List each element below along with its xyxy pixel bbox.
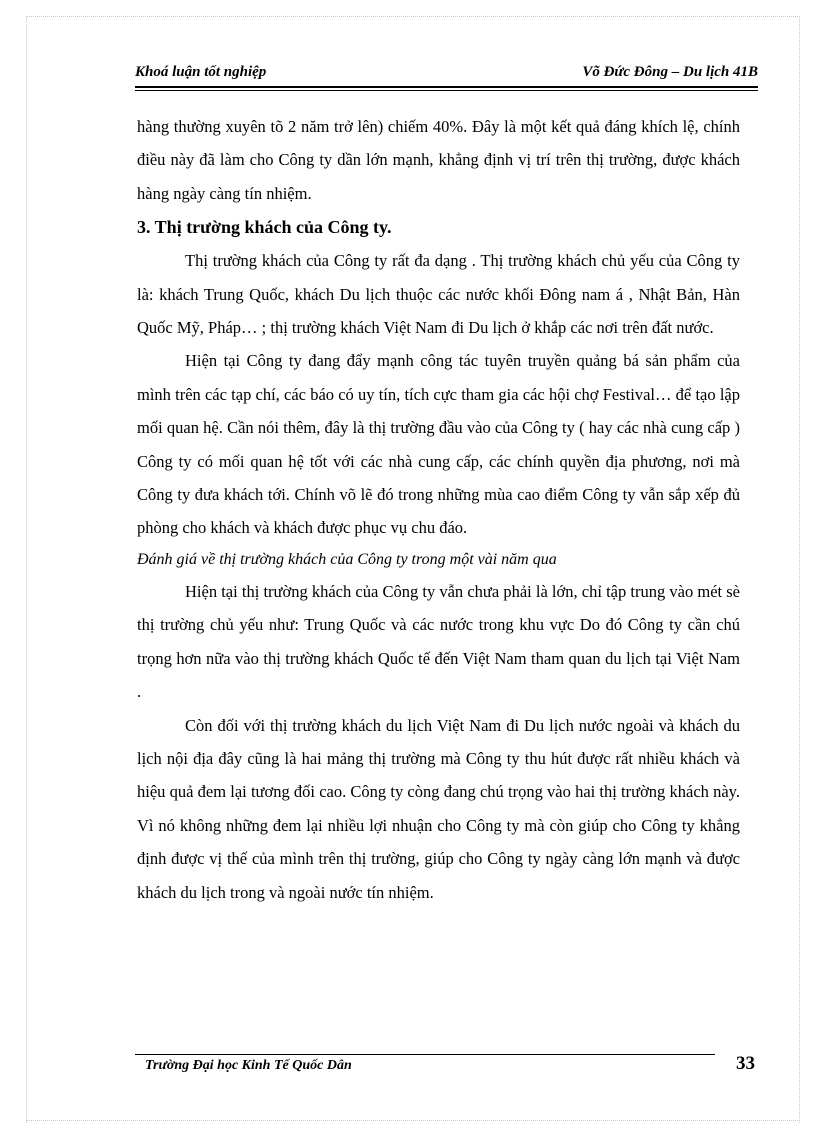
header-title: Khoá luận tốt nghiệp [135, 64, 267, 80]
paragraph-promotion: Hiện tại Công ty đang đẩy mạnh công tác tuyên truyền quảng bá sản phẩm của mình trên các tạp chí, các báo có uy tín, tích cực tham gia các hội chợ Festival… để tạo lập mối quan hệ. Cần nói thêm, đây là thị trường đầu vào của Công ty ( hay các nhà cung cấp ) Công ty có mối quan hệ tốt với các nhà cung cấp, các chính quyền địa phương, nơi mà Công ty đưa khách tới. Chính võ lẽ đó trong những mùa cao điểm Công ty vẫn sắp xếp đủ phòng cho khách và khách được phục vụ chu đáo. [137, 351, 740, 538]
paragraph-domestic-outbound: Còn đối với thị trường khách du lịch Việt Nam đi Du lịch nước ngoài và khách du lịch nội địa đây cũng là hai mảng thị trường mà Công ty thu hút được rất nhiều khách và hiệu quả đem lại tương đối cao. Công ty còng đang chú trọng vào hai thị trường khách này. Vì nó không những đem lại nhiều lợi nhuận cho Công ty mà còn giúp cho Công ty khẳng định được vị thế của mình trên thị trường, giúp cho Công ty ngày càng lớn mạnh và được khách du lịch trong và ngoài nước tín nhiệm. [137, 715, 740, 902]
footer-school: Trường Đại học Kinh Tế Quốc Dân [145, 1058, 352, 1073]
paragraph-continuation: hàng thường xuyên tõ 2 năm trở lên) chiếm 40%. Đây là một kết quả đáng khích lệ, chính điều này đã làm cho Công ty dần lớn mạnh, khẳng định vị trí trên thị trường, được khách hàng ngày càng tín nhiệm. [137, 117, 740, 203]
page-header [135, 64, 758, 88]
paragraph-market-evaluation: Hiện tại thị trường khách của Công ty vẫn chưa phải là lớn, chỉ tập trung vào mét sè thị trường chủ yếu như: Trung Quốc và các nước trong khu vực Do đó Công ty cần chú trọng hơn nữa vào thị trường khách Quốc tế đến Việt Nam tham quan du lịch tại Việt Nam . [137, 581, 740, 702]
document-body [137, 110, 740, 909]
page-number: 33 [736, 1053, 755, 1074]
paragraph-market-diversity: Thị trường khách của Công ty rất đa dạng . Thị trường khách chủ yếu của Công ty là: khách Trung Quốc, khách Du lịch thuộc các nước khối Đông nam á , Nhật Bản, Hàn Quốc Mỹ, Pháp… ; thị trường khách Việt Nam đi Du lịch ở khắp các nơi trên đất nước. [137, 251, 740, 338]
italic-subheading: Đánh giá về thị trường khách của Công ty trong một vài năm qua [137, 550, 557, 568]
page-bottom-edge [26, 1120, 800, 1121]
section-heading: 3. Thị trường khách của Công ty. [137, 217, 392, 238]
header-rule [135, 90, 758, 91]
header-author: Võ Đức Đông – Du lịch 41B [582, 64, 758, 80]
footer-rule [135, 1054, 715, 1055]
